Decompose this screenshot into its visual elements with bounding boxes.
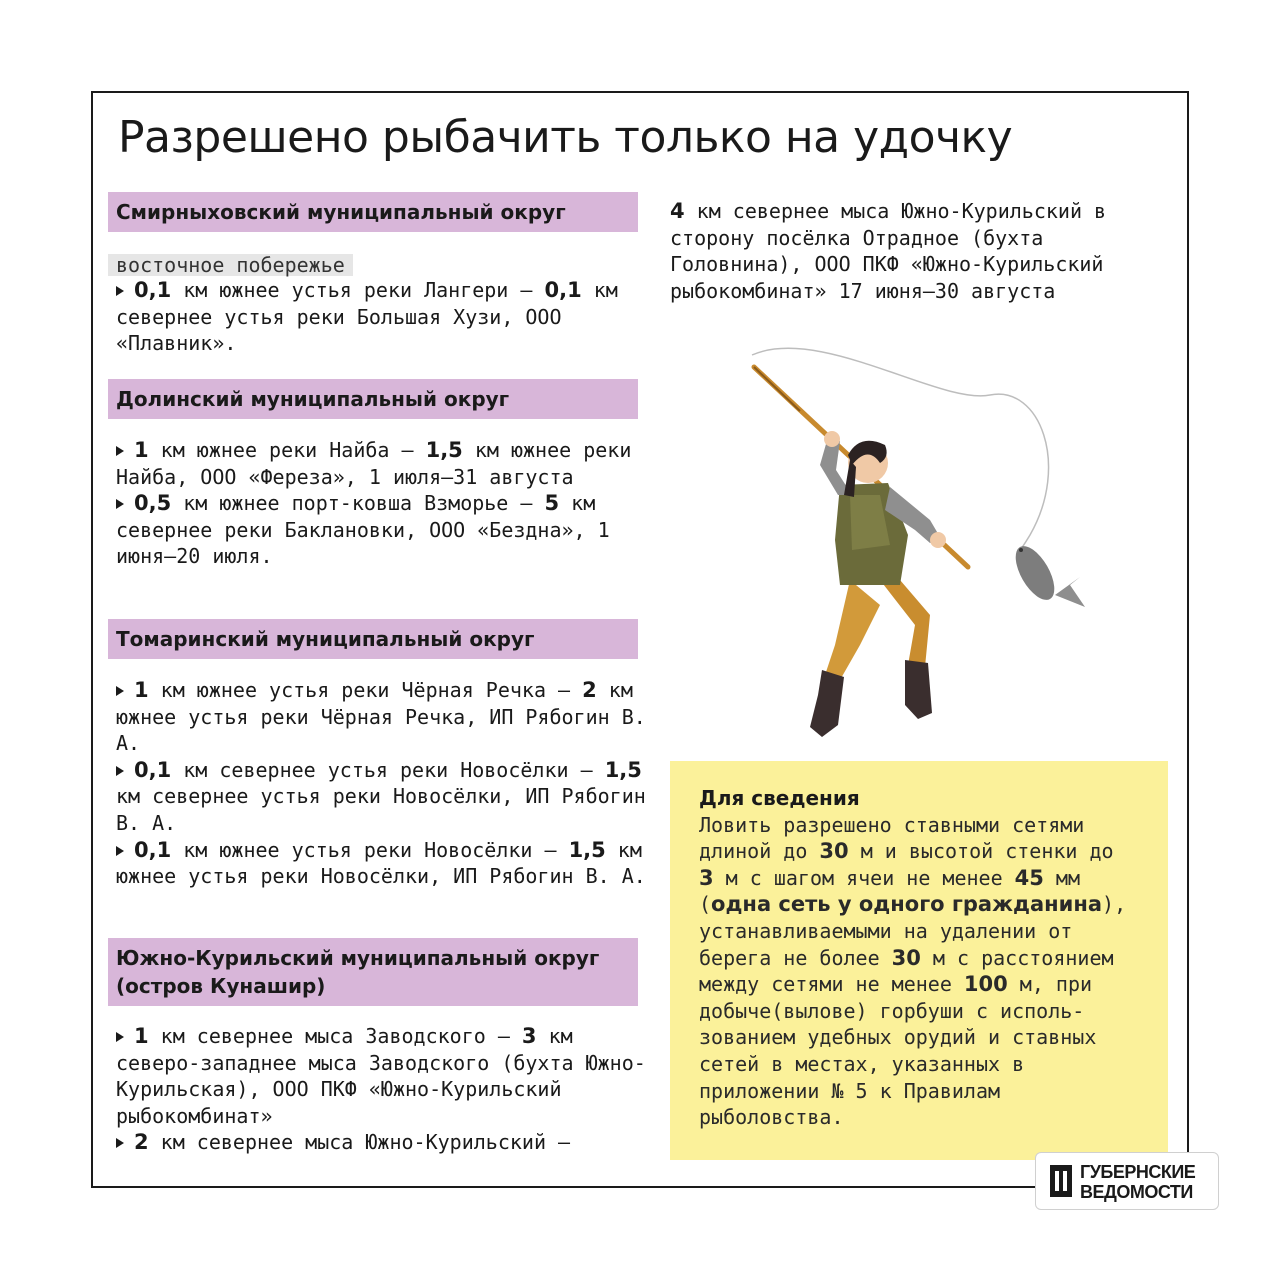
section-body-tomarinsky [116, 677, 646, 890]
logo-mark-icon [1050, 1165, 1072, 1197]
fisherman-illustration [740, 345, 1090, 740]
info-title: Для сведения [699, 786, 860, 810]
bullet-triangle-icon [116, 846, 124, 856]
fish-icon [1008, 540, 1085, 607]
section-heading-dolinsky: Долинский муниципальный округ [108, 379, 638, 419]
bullet-triangle-icon [116, 286, 124, 296]
section-body-smirnykhovsky [116, 277, 646, 357]
section-heading-yuzhno-kurilsky: Южно-Курильский муниципальный округ (остров Кунашир) [108, 938, 638, 1006]
page-title: Разрешено рыбачить только на удочку [118, 112, 1013, 163]
bullet-triangle-icon [116, 686, 124, 696]
list-item: 0,1 км севернее устья реки Новосёлки — 1,5 км севернее устья реки Новосёлки, ИП Рябогин В. А. [116, 757, 646, 835]
continuation-text [670, 198, 1150, 304]
list-item: 1 км южнее реки Найба — 1,5 км южнее реки Найба, ООО «Фереза», 1 июля–31 августа [116, 438, 632, 489]
logo-name: ГУБЕРНСКИЕ ВЕДОМОСТИ [1080, 1162, 1196, 1202]
list-item: 4 км севернее мыса Южно-Курильский в сторону посёлка Отрадное (бухта Головнина), ООО ПКФ «Южно-Курильский рыбокомбинат» 17 июня–30 августа [670, 199, 1107, 303]
list-item: 1 км севернее мыса Заводского — 3 км северо-западнее мыса Заводского (бухта Южно-Курильская), ООО ПКФ «Южно-Курильский рыбокомбинат» [116, 1024, 646, 1128]
info-body: Ловить разрешено ставными сетями длиной до 30 м и высотой стенки до 3 м с шагом ячеи не менее 45 мм (одна сеть у одного гражданина), устанавливаемыми на удалении от берега не более 30 м с расстоянием между сетями не менее 100 м, при добыче(вылове) горбуши с исполь-зованием удебных орудий и ставных сетей в местах, указанных в приложении № 5 к Правилам рыболовства. [699, 812, 1127, 1130]
bullet-triangle-icon [116, 499, 124, 509]
section-subheading: восточное побережье [108, 254, 353, 276]
list-item: 0,5 км южнее порт-ковша Взморье — 5 км севернее реки Баклановки, ООО «Бездна», 1 июня–20 июля. [116, 491, 610, 569]
section-heading-tomarinsky: Томаринский муниципальный округ [108, 619, 638, 659]
section-heading-smirnykhovsky: Смирныховский муниципальный округ [108, 192, 638, 232]
list-item: 0,1 км южнее устья реки Новосёлки — 1,5 км южнее устья реки Новосёлки, ИП Рябогин В. А. [116, 837, 646, 889]
bullet-triangle-icon [116, 766, 124, 776]
section-body-dolinsky [116, 437, 646, 570]
info-box [670, 761, 1168, 1160]
section-body-yuzhno-kurilsky [116, 1023, 646, 1156]
bullet-triangle-icon [116, 1138, 124, 1148]
list-item: 2 км севернее мыса Южно-Курильский — [116, 1129, 646, 1156]
list-item: 1 км южнее устья реки Чёрная Речка — 2 км южнее устья реки Чёрная Речка, ИП Рябогин В. А. [116, 678, 646, 756]
bullet-triangle-icon [116, 446, 124, 456]
publisher-logo [1035, 1152, 1219, 1210]
list-item: 0,1 км южнее устья реки Лангери — 0,1 км севернее устья реки Большая Хузи, ООО «Плавник». [116, 278, 618, 356]
bullet-triangle-icon [116, 1032, 124, 1042]
